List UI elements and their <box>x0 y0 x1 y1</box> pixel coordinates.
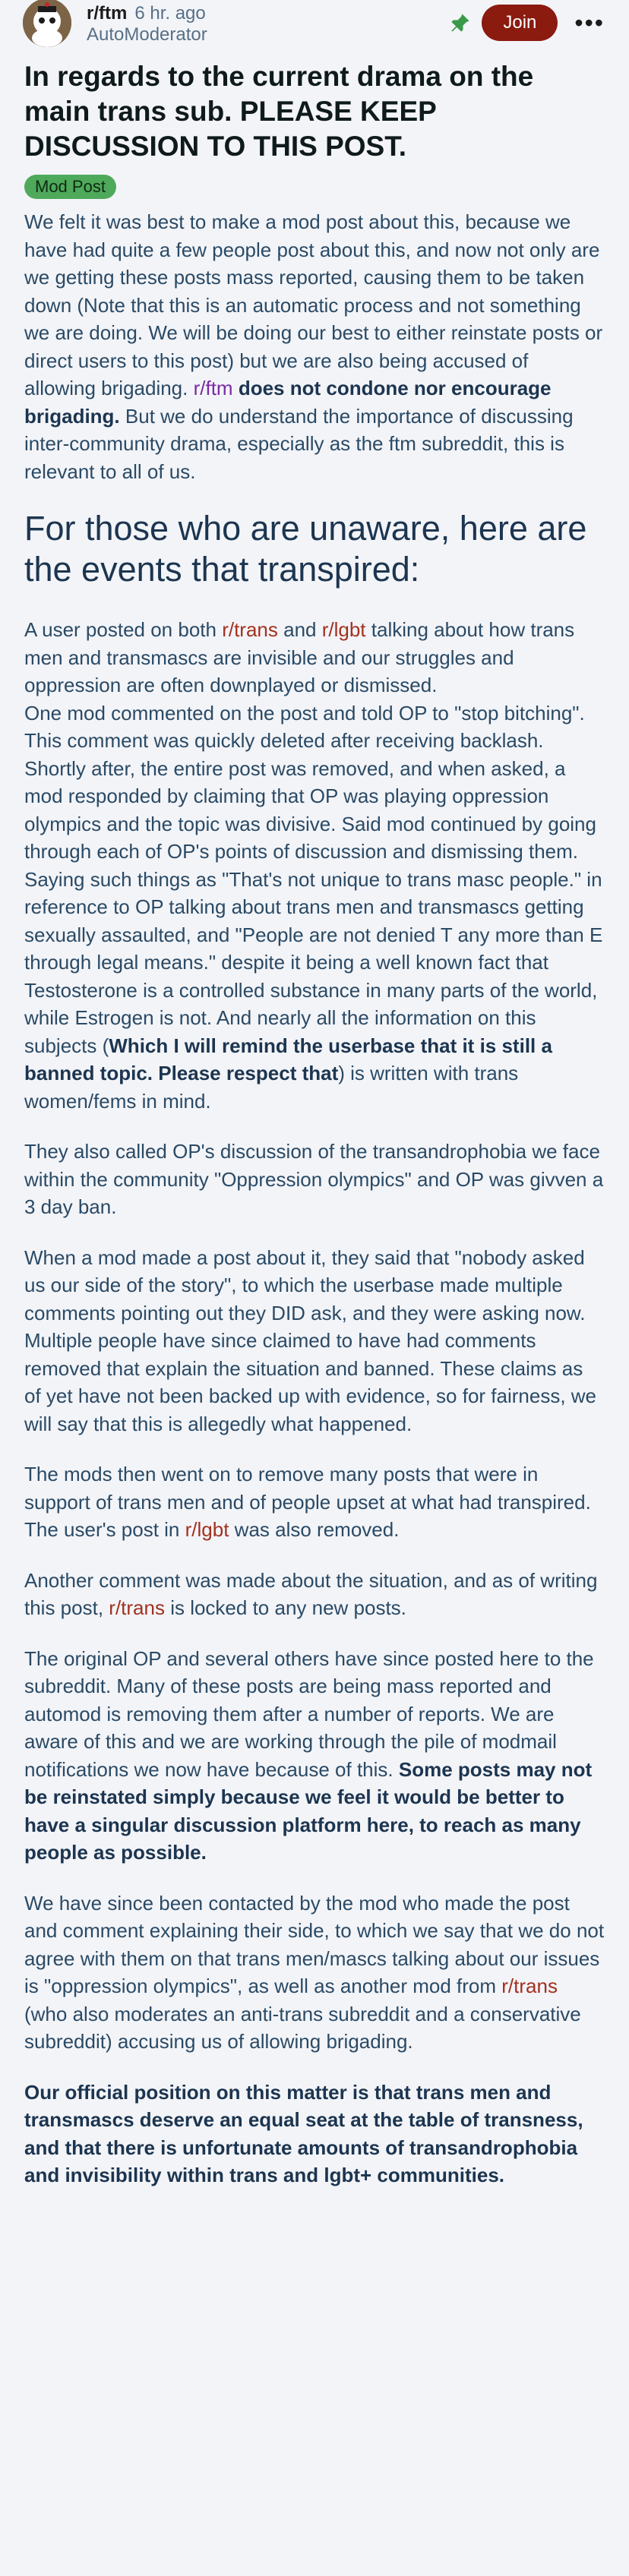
post-title[interactable]: In regards to the current drama on the main trans sub. PLEASE KEEP DISCUSSION TO THIS POST. <box>24 61 534 162</box>
text: A user posted on both <box>24 618 223 641</box>
subreddit-link[interactable]: r/ftm <box>87 3 128 24</box>
text: was also removed. <box>229 1518 400 1541</box>
text: Another comment was made about the situation, and as of writing this post, <box>24 1568 598 1619</box>
post-flair[interactable]: Mod Post <box>24 175 116 199</box>
text: is locked to any new posts. <box>164 1596 406 1619</box>
trans-link[interactable]: r/trans <box>501 1975 558 1997</box>
header-actions <box>450 5 605 41</box>
bold-text: Some posts may not be reinstated simply because we feel it would be better to have a singular discussion platform here, to reach as many people as possible. <box>24 1757 593 1864</box>
text: We felt it was best to make a mod post about this, because we have had quite a few people post about this, and now not only are we getting these posts mass reported, causing them to be taken down (Note that this is an automatic process and not something we are doing. We will be doing our best to either reinstate posts or direct users to this post) but we are also being accused of allowing brigading. <box>24 210 603 399</box>
text: (who also moderates an anti-trans subreddit and a conservative subreddit) accusing us of allowing brigading. <box>24 2002 581 2053</box>
join-button[interactable]: Join <box>482 5 558 41</box>
automoderator-avatar-icon[interactable] <box>23 0 71 47</box>
text: ) is written with trans women/fems in mind. <box>24 1062 519 1113</box>
lgbt-link[interactable]: r/lgbt <box>321 618 366 641</box>
official-position: Our official position on this matter is that trans men and transmascs deserve an equal seat at the table of transness, and that there is unfortunate amounts of transandrophobia and invisibility within trans and lgbt+ communities. <box>24 2080 583 2186</box>
paragraph-5: They also called OP's discussion of the transandrophobia we face within the community "Oppression olympics" and OP was givven a 3 day ban. <box>24 1140 604 1218</box>
paragraph-4 <box>24 755 605 1116</box>
paragraph-10 <box>24 1889 605 2056</box>
pin-icon <box>450 12 471 33</box>
paragraph-7 <box>24 1460 605 1544</box>
bold-text: does not condone nor encourage brigading. <box>24 377 552 428</box>
post-meta <box>87 3 207 46</box>
paragraph-11 <box>24 2079 605 2189</box>
post-time: 6 hr. ago <box>134 3 206 24</box>
text: talking about how trans men and transmascs are invisible and our struggles and oppression are often downplayed or dismissed. <box>24 618 575 696</box>
bold-text: Which I will remind the userbase that it is still a banned topic. Please respect that <box>24 1034 552 1084</box>
text: and <box>277 618 322 641</box>
author-name[interactable]: AutoModerator <box>87 24 207 45</box>
text: We have since been contacted by the mod who made the post and comment explaining their side, to which we say that we do not agree with them on that trans men/mascs talking about our issues is "oppression olympics", as well as another mod from <box>24 1891 605 1997</box>
paragraph-3: One mod commented on the post and told OP to "stop bitching". This comment was quickly deleted after receiving backlash. <box>24 701 585 752</box>
paragraph-1 <box>24 208 605 485</box>
text: Shortly after, the entire post was removed, and when asked, a mod responded by claiming that OP was playing oppression olympics and the topic was divisive. Said mod continued by going through each of OP's points of discussion and dismissing them. Saying such things as "That's not unique to trans masc people." in reference to OP talking about trans men and transmascs getting sexually assaulted, and "People are not denied T any more than E through legal means." despite it being a well known fact that Testosterone is a controlled substance in many parts of the world, while Estrogen is not. And nearly all the information on this subjects ( <box>24 756 603 1057</box>
trans-link[interactable]: r/trans <box>222 618 278 641</box>
paragraph-2 <box>24 616 605 699</box>
text: But we do understand the importance of discussing inter-community drama, especially as the ftm subreddit, this is relevant to all of us. <box>24 404 574 483</box>
text: The mods then went on to remove many posts that were in support of trans men and of people upset at what had transpired. The user's post in <box>24 1463 591 1541</box>
paragraph-6: When a mod made a post about it, they said that "nobody asked us our side of the story", to which the userbase made multiple comments pointing out they DID ask, and they were asking now. Multiple people have since claimed to have had comments removed that explain the situation and banned. These claims as of yet have not been backed up with evidence, so for fairness, we will say that this is allegedly what happened. <box>24 1245 597 1435</box>
trans-link[interactable]: r/trans <box>109 1596 165 1619</box>
text: The original OP and several others have since posted here to the subreddit. Many of these posts are being mass reported and automod is removing them after a number of reports. We are aware of this and we are working through the pile of modmail notifications we now have because of this. <box>24 1646 594 1781</box>
paragraph-9 <box>24 1645 605 1867</box>
post-body <box>24 208 605 2189</box>
ftm-link[interactable]: r/ftm <box>193 377 233 399</box>
more-options-icon[interactable]: ••• <box>574 8 605 36</box>
events-block <box>24 616 605 1115</box>
post-header <box>24 0 605 49</box>
meta-top <box>87 3 207 24</box>
section-heading: For those who are unaware, here are the events that transpired: <box>24 509 587 589</box>
lgbt-link[interactable]: r/lgbt <box>185 1518 229 1541</box>
paragraph-8 <box>24 1567 605 1622</box>
